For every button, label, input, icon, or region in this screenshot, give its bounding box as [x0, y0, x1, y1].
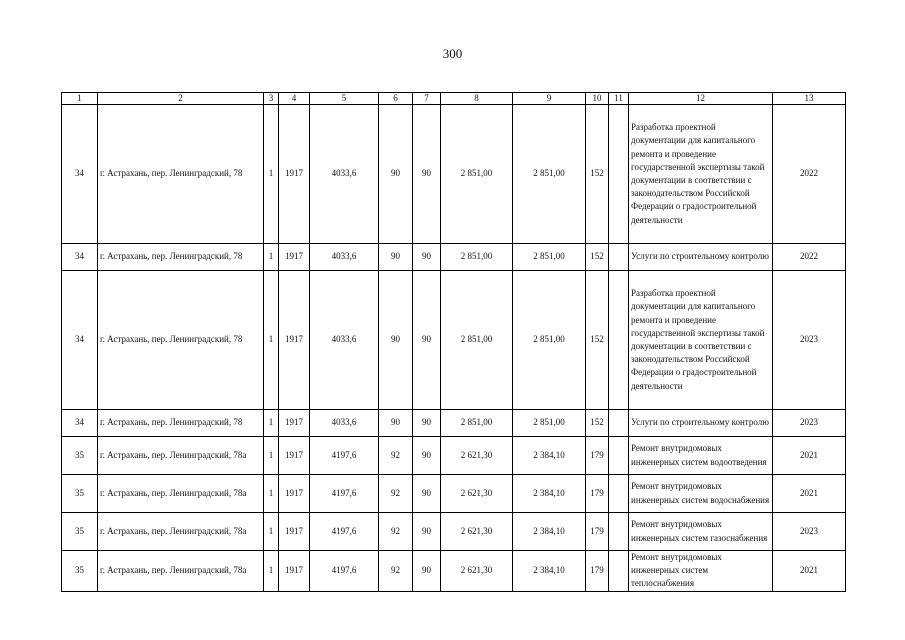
area-cell: 4033,6: [310, 410, 379, 437]
table-row: [62, 410, 846, 437]
address-cell: г. Астрахань, пер. Ленинградский, 78а: [98, 475, 264, 513]
column-6-cell: 90: [379, 244, 413, 271]
area-cell: 4197,6: [310, 513, 379, 551]
column-7-cell: 90: [413, 551, 441, 592]
column-11-cell: [609, 105, 629, 244]
column-7-cell: 90: [413, 475, 441, 513]
column-header: 2: [98, 93, 264, 105]
column-11-cell: [609, 244, 629, 271]
row-number-cell: 35: [62, 551, 98, 592]
cost-total-cell: 2 851,00: [441, 410, 513, 437]
column-6-cell: 92: [379, 513, 413, 551]
cost-share-cell: 2 384,10: [513, 551, 586, 592]
column-11-cell: [609, 437, 629, 475]
column-header: 13: [773, 93, 846, 105]
cost-total-cell: 2 621,30: [441, 437, 513, 475]
year-built-cell: 1917: [279, 475, 310, 513]
column-7-cell: 90: [413, 105, 441, 244]
cost-total-cell: 2 851,00: [441, 105, 513, 244]
column-header: 5: [310, 93, 379, 105]
column-10-cell: 152: [586, 410, 609, 437]
table-row: [62, 437, 846, 475]
work-type-cell: Услуги по строительному контролю: [629, 410, 773, 437]
column-header: 12: [629, 93, 773, 105]
column-6-cell: 90: [379, 105, 413, 244]
cost-share-cell: 2 851,00: [513, 271, 586, 410]
column-3-cell: 1: [264, 437, 279, 475]
column-7-cell: 90: [413, 513, 441, 551]
column-3-cell: 1: [264, 271, 279, 410]
year-planned-cell: 2023: [773, 410, 846, 437]
work-type-cell: Ремонт внутридомовых инженерных систем газоснабжения: [629, 513, 773, 551]
work-type-cell: Ремонт внутридомовых инженерных систем водоотведения: [629, 437, 773, 475]
work-type-cell: Разработка проектной документации для капитального ремонта и проведение государственной экспертизы такой документации в соответствии с законодательством Российской Федерации о градостроительной деятельности: [629, 271, 773, 410]
year-built-cell: 1917: [279, 513, 310, 551]
year-planned-cell: 2023: [773, 271, 846, 410]
year-built-cell: 1917: [279, 410, 310, 437]
work-type-cell: Ремонт внутридомовых инженерных систем водоснабжения: [629, 475, 773, 513]
column-6-cell: 92: [379, 551, 413, 592]
column-11-cell: [609, 513, 629, 551]
work-type-cell: Услуги по строительному контролю: [629, 244, 773, 271]
column-number-row: [62, 93, 846, 105]
column-3-cell: 1: [264, 410, 279, 437]
column-3-cell: 1: [264, 475, 279, 513]
column-header: 9: [513, 93, 586, 105]
table-row: [62, 475, 846, 513]
address-cell: г. Астрахань, пер. Ленинградский, 78а: [98, 437, 264, 475]
cost-share-cell: 2 851,00: [513, 105, 586, 244]
column-header: 3: [264, 93, 279, 105]
column-10-cell: 152: [586, 244, 609, 271]
column-3-cell: 1: [264, 513, 279, 551]
column-6-cell: 92: [379, 475, 413, 513]
area-cell: 4197,6: [310, 551, 379, 592]
column-header: 4: [279, 93, 310, 105]
area-cell: 4033,6: [310, 271, 379, 410]
area-cell: 4033,6: [310, 105, 379, 244]
column-10-cell: 152: [586, 271, 609, 410]
column-10-cell: 179: [586, 437, 609, 475]
year-planned-cell: 2021: [773, 475, 846, 513]
row-number-cell: 35: [62, 513, 98, 551]
page-number: 300: [442, 46, 463, 61]
row-number-cell: 34: [62, 105, 98, 244]
row-number-cell: 34: [62, 410, 98, 437]
column-header: 1: [62, 93, 98, 105]
area-cell: 4197,6: [310, 437, 379, 475]
column-7-cell: 90: [413, 410, 441, 437]
address-cell: г. Астрахань, пер. Ленинградский, 78а: [98, 551, 264, 592]
table-row: [62, 244, 846, 271]
work-type-cell: Ремонт внутридомовых инженерных систем теплоснабжения: [629, 551, 773, 592]
address-cell: г. Астрахань, пер. Ленинградский, 78: [98, 244, 264, 271]
column-header: 10: [586, 93, 609, 105]
column-header: 11: [609, 93, 629, 105]
column-10-cell: 179: [586, 513, 609, 551]
column-6-cell: 92: [379, 437, 413, 475]
row-number-cell: 35: [62, 437, 98, 475]
cost-total-cell: 2 851,00: [441, 244, 513, 271]
cost-total-cell: 2 621,30: [441, 513, 513, 551]
row-number-cell: 34: [62, 244, 98, 271]
table-row: [62, 271, 846, 410]
column-7-cell: 90: [413, 244, 441, 271]
column-header: 8: [441, 93, 513, 105]
cost-share-cell: 2 851,00: [513, 244, 586, 271]
column-11-cell: [609, 551, 629, 592]
cost-share-cell: 2 384,10: [513, 475, 586, 513]
year-planned-cell: 2023: [773, 513, 846, 551]
column-10-cell: 152: [586, 105, 609, 244]
year-built-cell: 1917: [279, 105, 310, 244]
column-11-cell: [609, 410, 629, 437]
area-cell: 4197,6: [310, 475, 379, 513]
column-10-cell: 179: [586, 551, 609, 592]
column-7-cell: 90: [413, 271, 441, 410]
column-11-cell: [609, 475, 629, 513]
address-cell: г. Астрахань, пер. Ленинградский, 78а: [98, 513, 264, 551]
table-row: [62, 551, 846, 592]
work-type-cell: Разработка проектной документации для капитального ремонта и проведение государственной экспертизы такой документации в соответствии с законодательством Российской Федерации о градостроительной деятельности: [629, 105, 773, 244]
column-11-cell: [609, 271, 629, 410]
row-number-cell: 34: [62, 271, 98, 410]
table-row: [62, 513, 846, 551]
cost-share-cell: 2 851,00: [513, 410, 586, 437]
year-built-cell: 1917: [279, 551, 310, 592]
year-planned-cell: 2022: [773, 244, 846, 271]
year-built-cell: 1917: [279, 271, 310, 410]
address-cell: г. Астрахань, пер. Ленинградский, 78: [98, 410, 264, 437]
table-row: [62, 105, 846, 244]
year-built-cell: 1917: [279, 244, 310, 271]
cost-share-cell: 2 384,10: [513, 513, 586, 551]
column-header: 6: [379, 93, 413, 105]
repair-plan-table: [61, 92, 846, 592]
year-built-cell: 1917: [279, 437, 310, 475]
address-cell: г. Астрахань, пер. Ленинградский, 78: [98, 271, 264, 410]
cost-total-cell: 2 621,30: [441, 475, 513, 513]
cost-total-cell: 2 851,00: [441, 271, 513, 410]
column-3-cell: 1: [264, 105, 279, 244]
column-6-cell: 90: [379, 271, 413, 410]
column-header: 7: [413, 93, 441, 105]
year-planned-cell: 2021: [773, 437, 846, 475]
column-10-cell: 179: [586, 475, 609, 513]
column-6-cell: 90: [379, 410, 413, 437]
address-cell: г. Астрахань, пер. Ленинградский, 78: [98, 105, 264, 244]
row-number-cell: 35: [62, 475, 98, 513]
area-cell: 4033,6: [310, 244, 379, 271]
year-planned-cell: 2022: [773, 105, 846, 244]
column-7-cell: 90: [413, 437, 441, 475]
year-planned-cell: 2021: [773, 551, 846, 592]
column-3-cell: 1: [264, 244, 279, 271]
column-3-cell: 1: [264, 551, 279, 592]
cost-total-cell: 2 621,30: [441, 551, 513, 592]
cost-share-cell: 2 384,10: [513, 437, 586, 475]
